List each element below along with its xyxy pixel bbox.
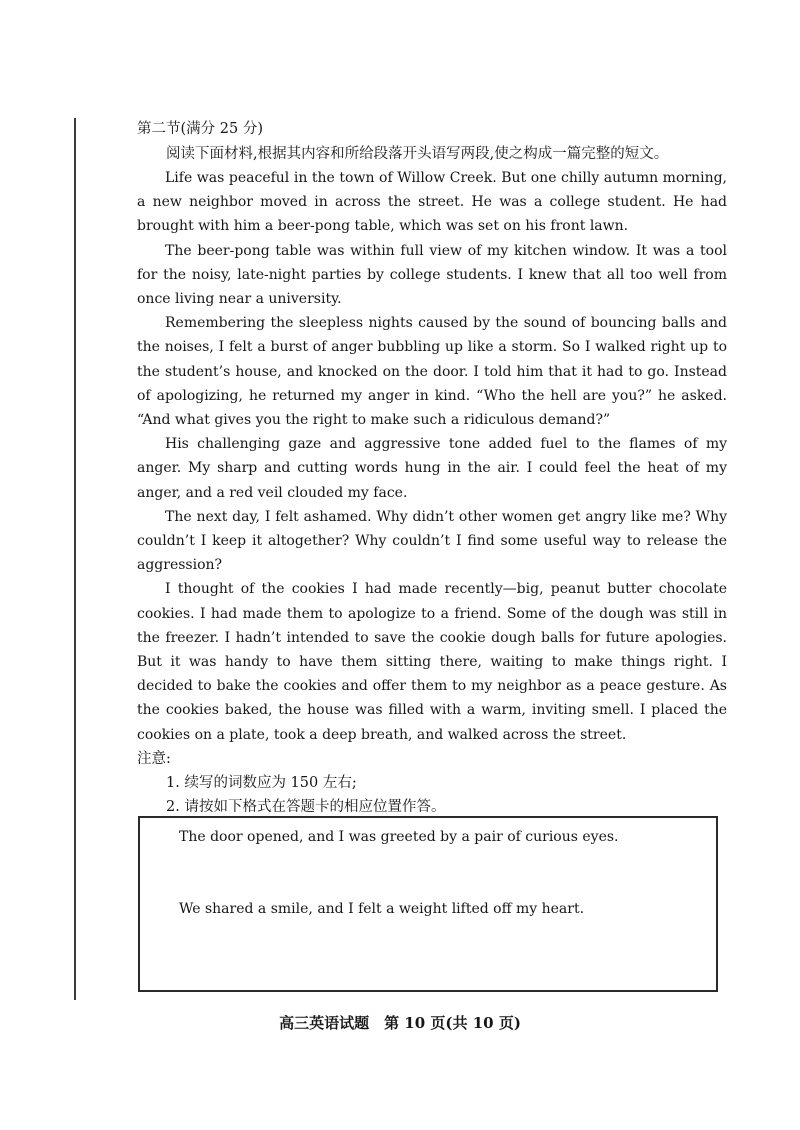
passage-paragraph: Life was peaceful in the town of Willow Creek. But one chilly autumn morning, a new neighbor moved in across the street. He was a college student. He had brought with him a beer-pong table, which was set on his front lawn. bbox=[137, 170, 727, 235]
passage-paragraph: The next day, I felt ashamed. Why didn’t other women get angry like me? Why couldn’t I keep it altogether? Why couldn’t I find some useful way to release the aggression? bbox=[137, 508, 727, 574]
page-footer: 高三英语试题 第 10 页(共 10 页) bbox=[279, 1014, 521, 1032]
passage-paragraph: His challenging gaze and aggressive tone added fuel to the flames of my anger. My sharp and cutting words hung in the air. I could feel the heat of my anger, and a red veil clouded my face. bbox=[137, 436, 727, 501]
passage-paragraph: I thought of the cookies I had made recently—big, peanut butter chocolate cookies. I had made them to apologize to a friend. Some of the dough was still in the freezer. I hadn’t intended to save the cookie dough balls for future apologies. But it was handy to have them sitting there, waiting to make things right. I decided to bake the cookies and offer them to my neighbor as a peace gesture. As the cookies baked, the house was filled with a warm, inviting smell. I placed the cookies on a plate, took a deep breath, and walked across the street. bbox=[137, 581, 727, 743]
section-instruction: 阅读下面材料,根据其内容和所给段落开头语写两段,使之构成一篇完整的短文。 bbox=[166, 146, 669, 162]
reading-passage bbox=[137, 166, 727, 747]
passage-paragraph: Remembering the sleepless nights caused by the sound of bouncing balls and the noises, I felt a burst of anger bubbling up like a storm. So I walked right up to the student’s house, and knocked on the door. I told him that it had to go. Instead of apologizing, he returned my anger in kind. “Who the hell are you?” he asked. “And what gives you the right to make such a ridiculous demand?” bbox=[137, 315, 727, 429]
note-item: 1. 续写的词数应为 150 左右; bbox=[166, 774, 357, 791]
passage-paragraph: The beer-pong table was within full view of my kitchen window. It was a tool for the noisy, late-night parties by college students. I knew that all too well from once living near a university. bbox=[137, 242, 727, 308]
paragraph-opening-1: The door opened, and I was greeted by a pair of curious eyes. bbox=[179, 829, 619, 845]
answer-box bbox=[138, 816, 718, 992]
note-item: 2. 请按如下格式在答题卡的相应位置作答。 bbox=[166, 798, 446, 815]
paragraph-opening-2: We shared a smile, and I felt a weight lifted off my heart. bbox=[179, 901, 585, 917]
binding-margin-line bbox=[74, 118, 76, 1000]
exam-content bbox=[137, 118, 727, 819]
notes-label: 注意: bbox=[137, 750, 171, 767]
section-title: 第二节(满分 25 分) bbox=[137, 121, 263, 137]
